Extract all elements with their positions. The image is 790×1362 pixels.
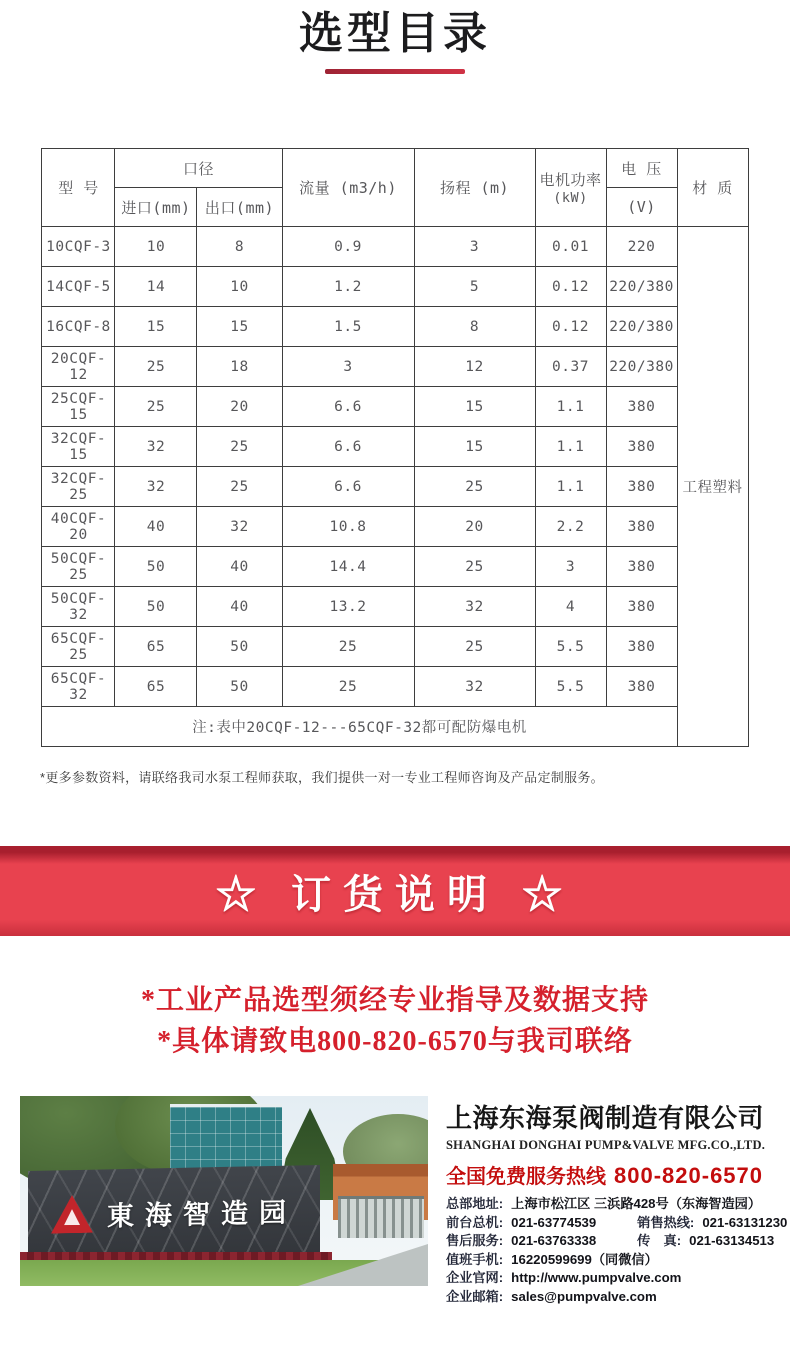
page-title: 选型目录 (299, 9, 491, 58)
contact-label: 企业官网: (446, 1270, 504, 1286)
table-cell: 25 (414, 467, 535, 507)
table-cell: 0.01 (535, 227, 606, 267)
contact-label: 售后服务: (446, 1233, 504, 1249)
table-cell: 220/380 (606, 267, 677, 307)
table-cell: 25 (197, 467, 282, 507)
table-cell: 25 (414, 547, 535, 587)
table-cell: 1.2 (282, 267, 414, 307)
table-cell: 14.4 (282, 547, 414, 587)
table-cell: 10 (197, 267, 282, 307)
factory-photo (20, 1096, 428, 1286)
col-header-flow: 流量 (m3/h) (282, 149, 414, 227)
table-cell: 65 (115, 627, 197, 667)
table-cell: 380 (606, 627, 677, 667)
power-label: 电机功率 (539, 171, 602, 189)
spec-table (41, 148, 748, 747)
contact-line (446, 1232, 787, 1251)
table-row (42, 227, 748, 267)
table-cell: 32 (414, 587, 535, 627)
table-row (42, 267, 748, 307)
table-cell: 220 (606, 227, 677, 267)
table-cell: 0.9 (282, 227, 414, 267)
table-cell: 50CQF-32 (42, 587, 115, 627)
factory-gate (338, 1196, 424, 1238)
table-cell: 20 (197, 387, 282, 427)
table-cell: 5.5 (535, 627, 606, 667)
table-cell: 15 (414, 387, 535, 427)
table-note-row (42, 707, 748, 747)
table-cell: 1.1 (535, 467, 606, 507)
contact-label: 企业邮箱: (446, 1288, 504, 1304)
table-cell: 65CQF-25 (42, 627, 115, 667)
contact-label: 销售热线: (637, 1214, 695, 1230)
table-cell: 8 (197, 227, 282, 267)
table-row (42, 587, 748, 627)
table-cell: 380 (606, 507, 677, 547)
table-cell: 3 (414, 227, 535, 267)
table-cell: 15 (197, 307, 282, 347)
table-cell: 5.5 (535, 667, 606, 707)
table-row (42, 467, 748, 507)
hotline-label: 全国免费服务热线 (446, 1166, 606, 1188)
table-cell: 4 (535, 587, 606, 627)
table-cell: 25CQF-15 (42, 387, 115, 427)
notice-line-1: *工业产品选型须经专业指导及数据支持 (140, 985, 649, 1016)
company-name-cn: 上海东海泵阀制造有限公司 (446, 1103, 765, 1133)
contact-value: 021-63763338 (511, 1233, 597, 1249)
table-row (42, 627, 748, 667)
col-header-voltage-unit: (V) (606, 188, 677, 227)
contact-line (446, 1288, 787, 1307)
material-value-cell: 工程塑料 (677, 227, 748, 747)
table-cell: 15 (115, 307, 197, 347)
contact-label: 传 真: (637, 1233, 682, 1249)
contact-value: 16220599699（同微信） (511, 1251, 658, 1267)
table-cell: 380 (606, 547, 677, 587)
table-cell: 25 (282, 627, 414, 667)
table-cell: 12 (414, 347, 535, 387)
table-cell: 380 (606, 467, 677, 507)
table-cell: 25 (414, 627, 535, 667)
col-header-diameter: 口径 (115, 149, 282, 188)
table-cell: 32CQF-15 (42, 427, 115, 467)
table-row (42, 307, 748, 347)
table-cell: 6.6 (282, 467, 414, 507)
table-cell: 10 (115, 227, 197, 267)
table-cell: 32 (115, 467, 197, 507)
contact-label: 总部地址: (446, 1196, 504, 1211)
table-cell: 50CQF-25 (42, 547, 115, 587)
col-header-head: 扬程 (m) (414, 149, 535, 227)
table-cell: 40CQF-20 (42, 507, 115, 547)
table-cell: 380 (606, 587, 677, 627)
table-cell: 32CQF-25 (42, 467, 115, 507)
table-cell: 40 (115, 507, 197, 547)
table-cell: 1.1 (535, 427, 606, 467)
table-row (42, 667, 748, 707)
table-cell: 25 (115, 347, 197, 387)
title-underline (325, 69, 465, 74)
table-cell: 1.5 (282, 307, 414, 347)
table-cell: 5 (414, 267, 535, 307)
contact-label: 值班手机: (446, 1251, 504, 1267)
table-row (42, 547, 748, 587)
table-cell: 40 (197, 547, 282, 587)
entrance-sign-wall (28, 1165, 320, 1259)
table-cell: 25 (197, 427, 282, 467)
col-header-power (535, 149, 606, 227)
sign-text: 東海智造园 (107, 1196, 297, 1231)
table-cell: 0.12 (535, 267, 606, 307)
contact-value: 021-63131230 (702, 1214, 788, 1230)
table-cell: 50 (197, 627, 282, 667)
table-cell: 8 (414, 307, 535, 347)
table-cell: 0.12 (535, 307, 606, 347)
bottom-section (0, 1096, 790, 1307)
table-cell: 380 (606, 667, 677, 707)
contact-label: 前台总机: (446, 1214, 504, 1230)
table-cell: 16CQF-8 (42, 307, 115, 347)
table-cell: 65 (115, 667, 197, 707)
table-cell: 220/380 (606, 307, 677, 347)
page-header (0, 0, 790, 148)
order-banner (0, 846, 790, 936)
table-cell: 65CQF-32 (42, 667, 115, 707)
col-header-material: 材 质 (677, 149, 748, 227)
table-cell: 2.2 (535, 507, 606, 547)
table-cell: 13.2 (282, 587, 414, 627)
table-cell: 14CQF-5 (42, 267, 115, 307)
table-cell: 25 (282, 667, 414, 707)
table-cell: 15 (414, 427, 535, 467)
header-row-1 (42, 149, 748, 188)
notice-line-2: *具体请致电800-820-6570与我司联络 (157, 1026, 633, 1057)
table-cell: 3 (535, 547, 606, 587)
col-header-inlet: 进口(mm) (115, 188, 197, 227)
table-cell: 220/380 (606, 347, 677, 387)
col-header-voltage: 电 压 (606, 149, 677, 188)
order-banner-text: ☆ 订货说明 ☆ (215, 872, 575, 917)
service-hotline (446, 1160, 787, 1189)
spec-table-header (42, 149, 748, 227)
contact-value: http://www.pumpvalve.com (511, 1270, 682, 1286)
table-cell: 6.6 (282, 387, 414, 427)
col-header-model: 型 号 (42, 149, 115, 227)
contact-value: sales@pumpvalve.com (511, 1288, 657, 1304)
table-cell: 40 (197, 587, 282, 627)
table-cell: 3 (282, 347, 414, 387)
table-cell: 50 (115, 587, 197, 627)
hotline-number: 800-820-6570 (614, 1163, 764, 1188)
table-cell: 0.37 (535, 347, 606, 387)
contact-line (446, 1269, 787, 1288)
table-cell: 10.8 (282, 507, 414, 547)
contact-line (446, 1214, 787, 1233)
contact-line (446, 1195, 787, 1214)
table-cell: 20CQF-12 (42, 347, 115, 387)
table-cell: 10CQF-3 (42, 227, 115, 267)
table-cell: 25 (115, 387, 197, 427)
company-name-en: SHANGHAI DONGHAI PUMP&VALVE MFG.CO.,LTD. (446, 1138, 766, 1152)
table-row (42, 507, 748, 547)
table-cell: 50 (197, 667, 282, 707)
company-triangle-logo-icon (51, 1195, 93, 1234)
contact-value: 上海市松江区 三浜路428号（东海智造园） (511, 1196, 762, 1211)
table-cell: 20 (414, 507, 535, 547)
table-cell: 32 (414, 667, 535, 707)
table-row (42, 387, 748, 427)
footnote: *更多参数资料，请联络我司水泵工程师获取，我们提供一对一专业工程师咨询及产品定制服务。 (40, 770, 604, 785)
contact-line (446, 1251, 787, 1270)
contact-value: 021-63134513 (689, 1233, 775, 1249)
table-cell: 32 (115, 427, 197, 467)
table-row (42, 347, 748, 387)
contact-value: 021-63774539 (511, 1214, 597, 1230)
table-cell: 14 (115, 267, 197, 307)
company-info (428, 1096, 787, 1307)
table-cell: 50 (115, 547, 197, 587)
notices (0, 980, 790, 1062)
table-cell: 1.1 (535, 387, 606, 427)
table-cell: 6.6 (282, 427, 414, 467)
power-unit: (kW) (553, 190, 588, 206)
table-cell: 32 (197, 507, 282, 547)
table-note: 注:表中20CQF-12---65CQF-32都可配防爆电机 (42, 707, 677, 747)
spec-table-body (42, 227, 748, 747)
col-header-outlet: 出口(mm) (197, 188, 282, 227)
table-row (42, 427, 748, 467)
table-cell: 380 (606, 427, 677, 467)
contact-list (446, 1195, 787, 1307)
table-cell: 18 (197, 347, 282, 387)
table-cell: 380 (606, 387, 677, 427)
